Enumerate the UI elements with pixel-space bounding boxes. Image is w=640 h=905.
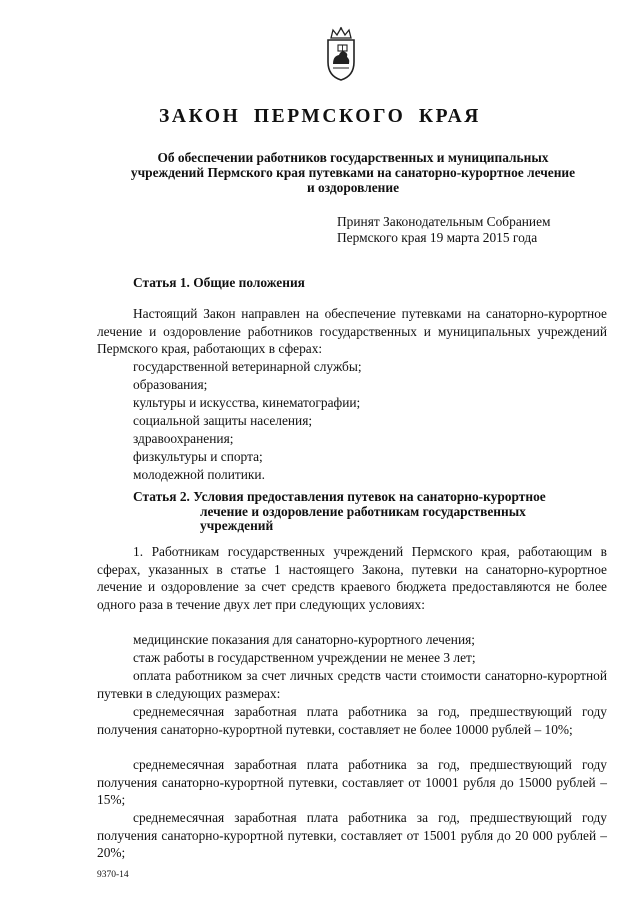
article-2-paragraph-1: 1. Работникам государственных учреждений Пермского края, работающим в сферах, указанных в статье 1 настоящего Закона, путевки на санаторно-курортное лечение и оздоровление за счет средств краевого бюджета предоставляются не более одного раза в течение двух лет при следующих условиях: [97, 544, 607, 612]
heading-line: Статья 2. Условия предоставления путевок на санаторно-курортное [133, 489, 546, 504]
article-1-intro: Настоящий Закон направлен на обеспечение путевками на санаторно-курортное лечение и оздоровление работников государственных и муниципальных учреждений Пермского края, работающих в сферах: [97, 306, 607, 356]
list-item: государственной ветеринарной службы; [133, 359, 362, 374]
salary-tier: среднемесячная заработная плата работника за год, предшествующий году получения санаторно-курортной путевки, составляет от 15001 рубля до 20 000 рублей – 20%; [97, 810, 607, 860]
subtitle-line: учреждений Пермского края путевками на санаторно-курортное лечение [130, 165, 576, 180]
list-item: социальной защиты населения; [133, 413, 313, 428]
adoption-note [337, 214, 551, 246]
condition-item: оплата работником за счет личных средств части стоимости санаторно-курортной путевки в следующих размерах: [97, 668, 607, 701]
list-item: физкультуры и спорта; [133, 449, 263, 464]
subtitle-line: Об обеспечении работников государственных и муниципальных [157, 150, 549, 165]
salary-tier: среднемесячная заработная плата работника за год, предшествующий году получения санаторно-курортной путевки, составляет не более 10000 рублей – 10%; [97, 704, 607, 737]
subtitle-line: и оздоровление [306, 180, 400, 195]
list-item: молодежной политики. [133, 467, 265, 482]
condition-item: стаж работы в государственном учреждении не менее 3 лет; [133, 650, 476, 665]
heading-line: учреждений [200, 518, 274, 533]
heading-line: лечение и оздоровление работникам государственных [200, 503, 526, 519]
list-item: культуры и искусства, кинематографии; [133, 395, 361, 410]
law-subtitle [120, 150, 586, 195]
law-title: ЗАКОН ПЕРМСКОГО КРАЯ [159, 106, 481, 127]
list-item: образования; [133, 377, 208, 392]
article-1-heading: Статья 1. Общие положения [133, 275, 305, 290]
list-item: здравоохранения; [133, 431, 234, 446]
adoption-line: Пермского края 19 марта 2015 года [337, 230, 538, 245]
coat-of-arms-icon [321, 26, 361, 82]
article-2-heading [133, 490, 546, 534]
document-code: 9370-14 [97, 870, 129, 880]
condition-item: медицинские показания для санаторно-курортного лечения; [133, 632, 476, 647]
adoption-line: Принят Законодательным Собранием [337, 214, 551, 229]
salary-tier: среднемесячная заработная плата работника за год, предшествующий году получения санаторно-курортной путевки, составляет от 10001 рубля до 15000 рублей – 15%; [97, 757, 607, 807]
